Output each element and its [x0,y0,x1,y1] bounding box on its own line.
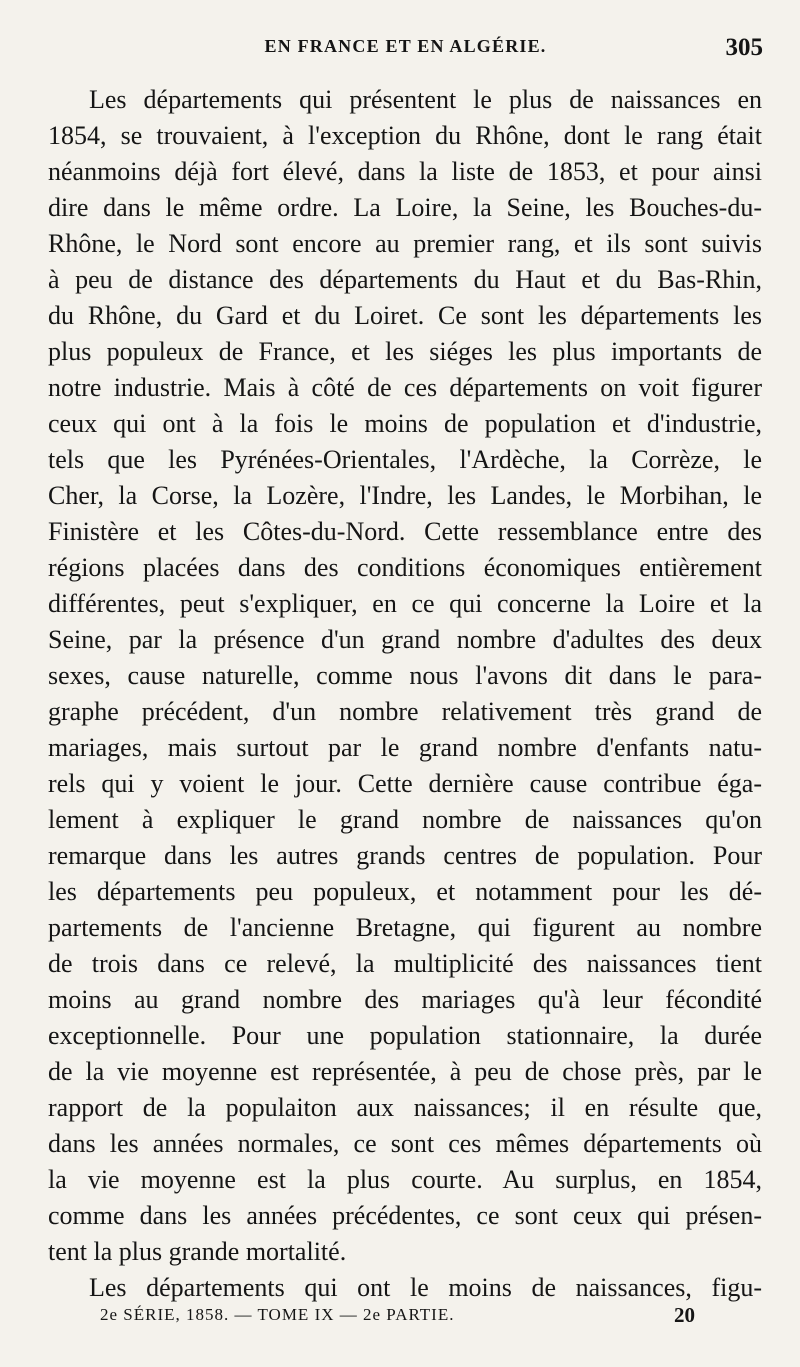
text-line: ceux qui ont à la fois le moins de population et d'industrie, [48,409,762,438]
page-number: 305 [725,34,763,61]
text-line: dire dans le même ordre. La Loire, la Seine, les Bouches-du- [48,193,762,222]
text-line: du Rhône, du Gard et du Loiret. Ce sont les départements les [48,301,762,330]
text-line: partements de l'ancienne Bretagne, qui figurent au nombre [48,913,762,942]
running-header [48,34,763,64]
text-line: plus populeux de France, et les siéges les plus importants de [48,337,762,366]
text-line: Seine, par la présence d'un grand nombre d'adultes des deux [48,625,762,654]
text-line: la vie moyenne est la plus courte. Au surplus, en 1854, [48,1165,762,1194]
text-line: 1854, se trouvaient, à l'exception du Rhône, dont le rang était [48,121,762,150]
text-line: régions placées dans des conditions économiques entièrement [48,553,762,582]
text-line: les départements peu populeux, et notamment pour les dé- [48,877,762,906]
body-text [48,82,762,1306]
text-line: tent la plus grande mortalité. [48,1237,347,1266]
page-footer [100,1305,695,1335]
text-line: comme dans les années précédentes, ce sont ceux qui présen- [48,1201,762,1230]
text-line: rapport de la populaiton aux naissances; il en résulte que, [48,1093,762,1122]
text-line: sexes, cause naturelle, comme nous l'avons dit dans le para- [48,661,762,690]
text-line: de la vie moyenne est représentée, à peu de chose près, par le [48,1057,762,1086]
text-line: lement à expliquer le grand nombre de naissances qu'on [48,805,762,834]
text-line: remarque dans les autres grands centres de population. Pour [48,841,762,870]
text-line: de trois dans ce relevé, la multiplicité des naissances tient [48,949,762,978]
text-line: Finistère et les Côtes-du-Nord. Cette ressemblance entre des [48,517,762,546]
text-line: rels qui y voient le jour. Cette dernière cause contribue éga- [48,769,762,798]
text-line: à peu de distance des départements du Haut et du Bas-Rhin, [48,265,762,294]
printer-signature: 2e SÉRIE, 1858. — TOME IX — 2e PARTIE. [100,1305,455,1324]
running-title: EN FRANCE ET EN ALGÉRIE. [264,36,547,56]
text-line: tels que les Pyrénées-Orientales, l'Ardèche, la Corrèze, le [48,445,762,474]
text-line: mariages, mais surtout par le grand nombre d'enfants natu- [48,733,762,762]
sheet-number: 20 [674,1303,695,1327]
text-line: notre industrie. Mais à côté de ces départements on voit figurer [48,373,762,402]
text-line: Les départements qui présentent le plus de naissances en [89,85,762,114]
text-line: moins au grand nombre des mariages qu'à leur fécondité [48,985,762,1014]
text-line: graphe précédent, d'un nombre relativement très grand de [48,697,762,726]
text-line: dans les années normales, ce sont ces mêmes départements où [48,1129,762,1158]
text-line: Les départements qui ont le moins de naissances, figu- [89,1273,762,1302]
text-line: Rhône, le Nord sont encore au premier rang, et ils sont suivis [48,229,762,258]
text-line: néanmoins déjà fort élevé, dans la liste de 1853, et pour ainsi [48,157,762,186]
text-line: Cher, la Corse, la Lozère, l'Indre, les Landes, le Morbihan, le [48,481,762,510]
text-line: différentes, peut s'expliquer, en ce qui concerne la Loire et la [48,589,762,618]
text-line: exceptionnelle. Pour une population stationnaire, la durée [48,1021,762,1050]
